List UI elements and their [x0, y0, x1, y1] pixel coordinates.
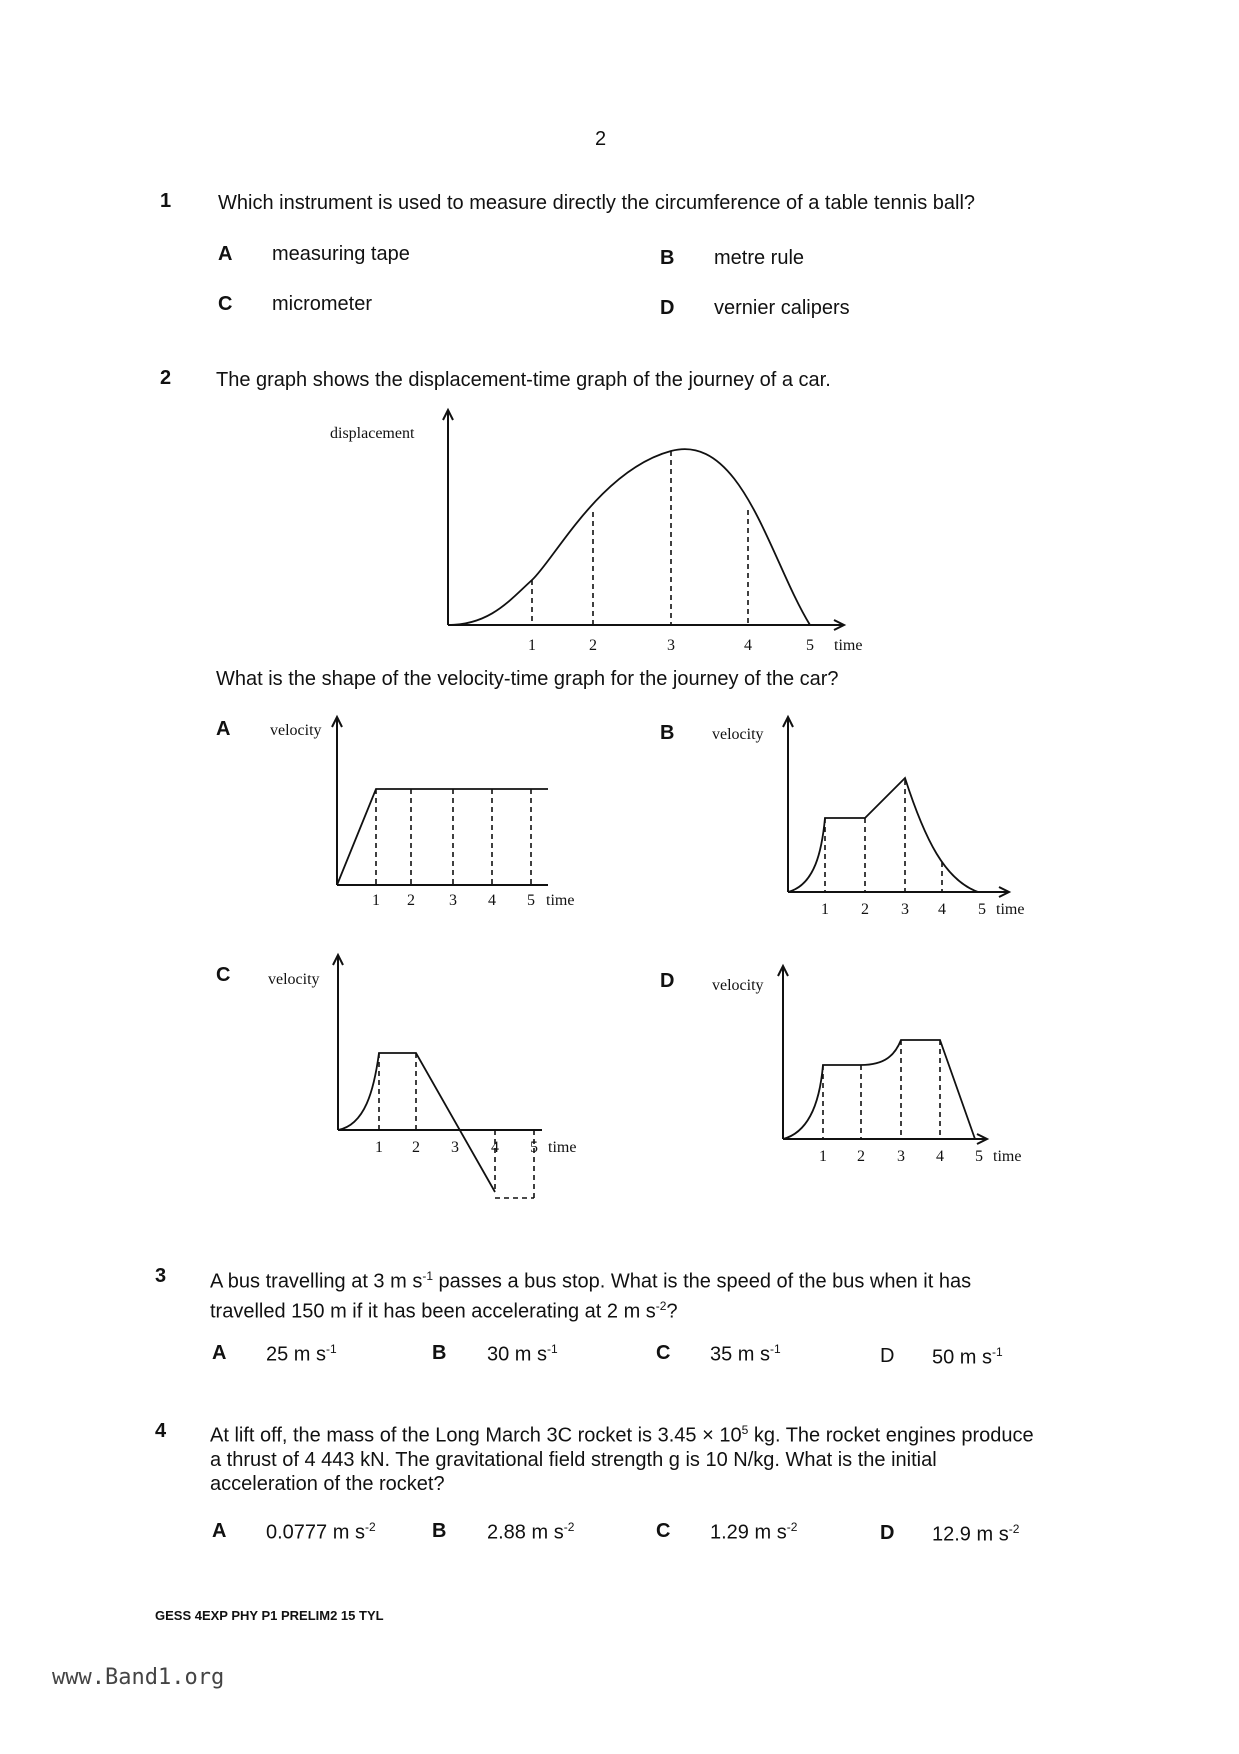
page-number: 2 — [595, 128, 607, 150]
q3-option-b-letter: B — [432, 1342, 447, 1364]
q2-text: The graph shows the displacement-time graph of the journey of a car. — [216, 369, 831, 391]
q4-option-b[interactable]: 2.88 m $s^{-2}$ — [487, 1520, 575, 1544]
tick: 3 — [451, 1139, 459, 1156]
displacement-time-graph — [330, 410, 862, 654]
tick: 4 — [488, 892, 496, 909]
q4-option-a[interactable]: 0.0777 m $s^{-2}$ — [266, 1520, 376, 1544]
footer-code: GESS 4EXP PHY P1 PRELIM2 15 TYL — [155, 1608, 384, 1623]
ylabel: velocity — [712, 977, 764, 994]
q1-option-d-letter: D — [660, 297, 675, 319]
tick: 2 — [407, 892, 415, 909]
xlabel: time — [546, 892, 575, 909]
q3-option-c[interactable]: 35 m $s^{-1}$ — [710, 1342, 781, 1366]
tick: 5 — [527, 892, 535, 909]
tick: 2 — [857, 1148, 865, 1165]
q2-number: 2 — [160, 367, 172, 389]
tick: 1 — [375, 1139, 383, 1156]
q1-option-b-letter: B — [660, 247, 675, 269]
xlabel: time — [548, 1139, 577, 1156]
graph-xlabel: time — [834, 637, 863, 654]
q4-option-a-letter: A — [212, 1520, 227, 1542]
q1-option-a[interactable]: measuring tape — [272, 243, 410, 265]
q4-number: 4 — [155, 1420, 167, 1442]
q1-number: 1 — [160, 190, 172, 212]
xlabel: time — [996, 901, 1025, 918]
tick: 4 — [938, 901, 946, 918]
q4-option-b-letter: B — [432, 1520, 447, 1542]
tick: 4 — [936, 1148, 944, 1165]
q1-option-c[interactable]: micrometer — [272, 293, 373, 315]
watermark: www.Band1.org — [52, 1665, 225, 1690]
ylabel: velocity — [270, 722, 322, 739]
q2-question: What is the shape of the velocity-time graph for the journey of the car? — [216, 668, 839, 690]
tick: 2 — [412, 1139, 420, 1156]
ylabel: velocity — [712, 726, 764, 743]
tick: 3 — [667, 637, 675, 654]
q4-text: At lift off, the mass of the Long March 3C rocket is $3.45 \times 10^5$ kg. The rocket engines produce a thrust of 4 443 kN. The gravitational field strength g is 10 N/kg. What is the initial acceleration of the rocket? — [210, 1423, 1034, 1495]
q3-option-c-letter: C — [656, 1342, 671, 1364]
tick: 1 — [528, 637, 536, 654]
tick: 3 — [449, 892, 457, 909]
tick: 4 — [491, 1139, 499, 1156]
q3-option-d[interactable]: 50 m $s^{-1}$ — [932, 1345, 1003, 1369]
q1-text: Which instrument is used to measure directly the circumference of a table tennis ball? — [218, 192, 976, 214]
tick: 2 — [589, 637, 597, 654]
option-d-graph — [712, 966, 1021, 1165]
option-b-graph — [712, 717, 1024, 918]
tick: 5 — [975, 1148, 983, 1165]
graph-ylabel: displacement — [330, 425, 415, 442]
tick: 5 — [530, 1139, 538, 1156]
q1-option-b[interactable]: metre rule — [714, 247, 805, 269]
displacement-curve — [448, 449, 810, 625]
tick: 2 — [861, 901, 869, 918]
tick: 1 — [821, 901, 829, 918]
tick: 4 — [744, 637, 752, 654]
q3-option-b[interactable]: 30 m $s^{-1}$ — [487, 1342, 558, 1366]
q3-option-d-letter: D — [880, 1345, 895, 1367]
tick: 1 — [819, 1148, 827, 1165]
q2-option-d-letter[interactable]: D — [660, 970, 675, 992]
xlabel: time — [993, 1148, 1022, 1165]
q1-option-c-letter: C — [218, 293, 233, 315]
q4-option-d-letter: D — [880, 1522, 895, 1544]
q4-option-d[interactable]: 12.9 m $s^{-2}$ — [932, 1522, 1020, 1546]
q1-option-d[interactable]: vernier calipers — [714, 297, 850, 319]
q3-option-a-letter: A — [212, 1342, 227, 1364]
q3-text: A bus travelling at 3 m $s^{-1}$ passes a bus stop. What is the speed of the bus when it has travelled 150 m if it has been accelerating at 2 m $s^{-2}$? — [210, 1269, 972, 1323]
tick: 1 — [372, 892, 380, 909]
q3-number: 3 — [155, 1265, 167, 1287]
tick: 5 — [806, 637, 814, 654]
q2-option-c-letter[interactable]: C — [216, 964, 231, 986]
q2-option-b-letter[interactable]: B — [660, 722, 675, 744]
tick: 5 — [978, 901, 986, 918]
option-a-graph — [270, 717, 574, 909]
q4-option-c-letter: C — [656, 1520, 671, 1542]
q3-option-a[interactable]: 25 m $s^{-1}$ — [266, 1342, 337, 1366]
ylabel: velocity — [268, 971, 320, 988]
q4-option-c[interactable]: 1.29 m $s^{-2}$ — [710, 1520, 798, 1544]
tick: 3 — [901, 901, 909, 918]
q1-option-a-letter: A — [218, 243, 233, 265]
tick: 3 — [897, 1148, 905, 1165]
q2-option-a-letter[interactable]: A — [216, 718, 231, 740]
option-c-graph — [268, 955, 576, 1198]
